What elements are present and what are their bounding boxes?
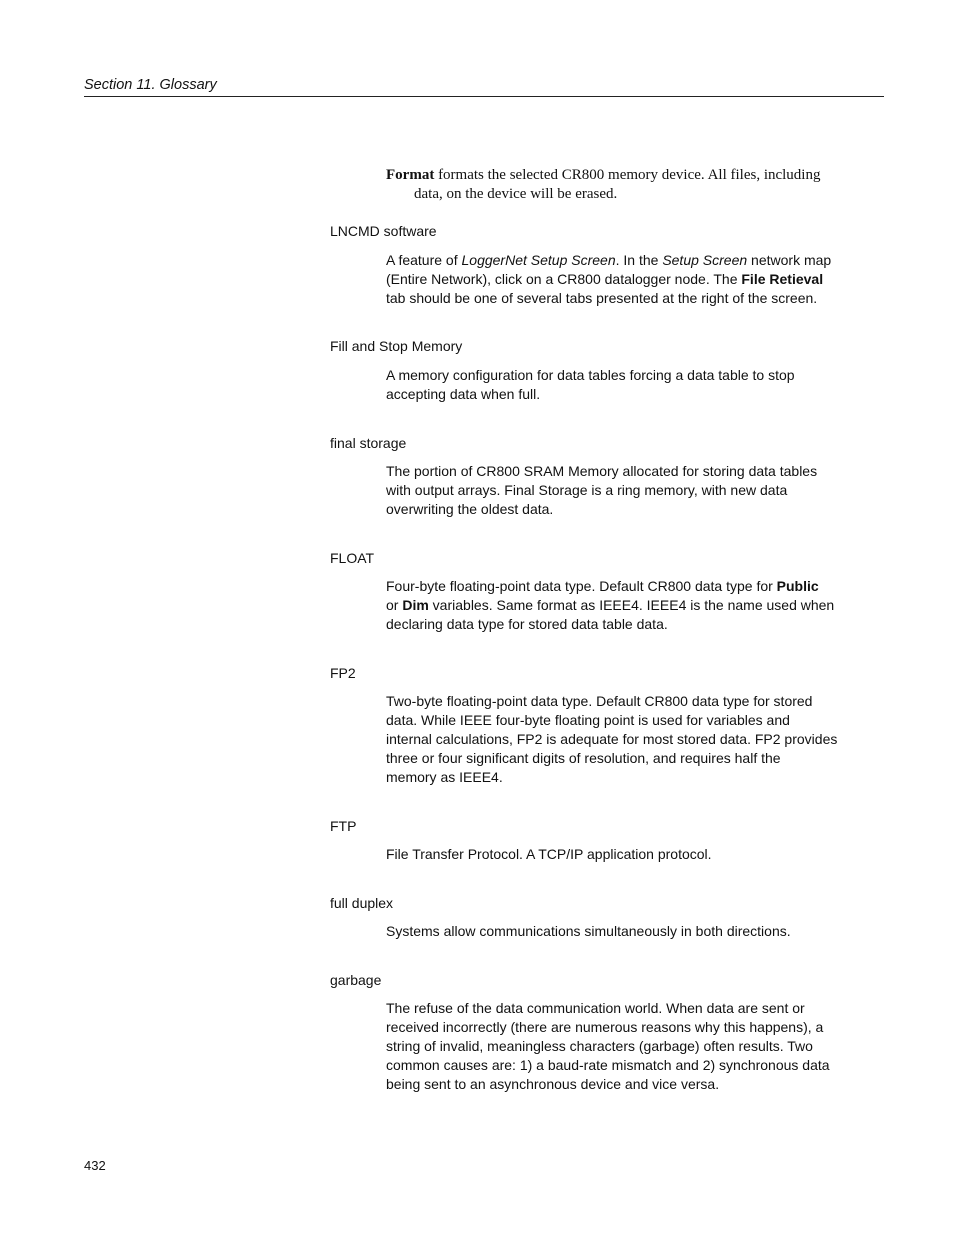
glossary-def-garbage bbox=[386, 999, 856, 1094]
glossary-term-ftp: FTP bbox=[330, 818, 357, 834]
def-line: tab should be one of several tabs presented at the right of the screen. bbox=[386, 290, 818, 306]
def-line: declaring data type for stored data table data. bbox=[386, 616, 668, 632]
glossary-entry-format bbox=[386, 166, 856, 204]
def-text: network map bbox=[747, 252, 832, 268]
def-line: A memory configuration for data tables forcing a data table to stop bbox=[386, 367, 795, 383]
def-line: received incorrectly (there are numerous reasons why this happens), a bbox=[386, 1019, 824, 1035]
def-line: The portion of CR800 SRAM Memory allocated for storing data tables bbox=[386, 463, 818, 479]
glossary-def-float bbox=[386, 577, 856, 634]
format-term: Format bbox=[386, 167, 435, 183]
glossary-term-fp2: FP2 bbox=[330, 665, 356, 681]
def-bold-text: File Retieval bbox=[741, 271, 824, 287]
def-line: overwriting the oldest data. bbox=[386, 501, 554, 517]
format-line-1 bbox=[386, 166, 856, 185]
def-line: File Transfer Protocol. A TCP/IP application protocol. bbox=[386, 846, 712, 862]
def-line: Two-byte floating-point data type. Default CR800 data type for stored bbox=[386, 693, 813, 709]
def-line: internal calculations, FP2 is adequate for most stored data. FP2 provides bbox=[386, 731, 838, 747]
format-line-2: data, on the device will be erased. bbox=[414, 186, 618, 202]
def-line bbox=[386, 596, 856, 615]
def-line: data. While IEEE four-byte floating point is used for variables and bbox=[386, 712, 790, 728]
def-line: The refuse of the data communication world. When data are sent or bbox=[386, 1000, 805, 1016]
glossary-term-fill-stop-memory: Fill and Stop Memory bbox=[330, 338, 463, 354]
format-text-1: formats the selected CR800 memory device. All files, including bbox=[434, 167, 821, 183]
def-line: with output arrays. Final Storage is a ring memory, with new data bbox=[386, 482, 788, 498]
glossary-def-fill-stop-memory bbox=[386, 366, 856, 404]
glossary-def-ftp bbox=[386, 845, 856, 864]
def-text: (Entire Network), click on a CR800 datalogger node. The bbox=[386, 271, 742, 287]
def-line: being sent to an asynchronous device and vice versa. bbox=[386, 1076, 720, 1092]
def-line: string of invalid, meaningless characters (garbage) often results. Two bbox=[386, 1038, 813, 1054]
glossary-def-final-storage bbox=[386, 462, 856, 519]
page-header bbox=[84, 76, 884, 94]
page-number: 432 bbox=[84, 1158, 106, 1173]
header-divider bbox=[84, 96, 884, 97]
def-text: A feature of bbox=[386, 252, 462, 268]
glossary-term-full-duplex: full duplex bbox=[330, 895, 394, 911]
def-line bbox=[386, 251, 856, 270]
section-title: Section 11. Glossary bbox=[84, 77, 217, 93]
glossary-def-fp2 bbox=[386, 692, 856, 787]
glossary-term-final-storage: final storage bbox=[330, 435, 407, 451]
def-bold-text: Public bbox=[776, 578, 819, 594]
def-bold-text: Dim bbox=[402, 597, 429, 613]
def-line: three or four significant digits of resolution, and requires half the bbox=[386, 750, 781, 766]
def-text: Four-byte floating-point data type. Default CR800 data type for bbox=[386, 578, 777, 594]
def-line: Systems allow communications simultaneously in both directions. bbox=[386, 923, 791, 939]
def-italic-text: Setup Screen bbox=[662, 252, 748, 268]
glossary-def-full-duplex bbox=[386, 922, 856, 941]
def-text: . In the bbox=[615, 252, 663, 268]
def-line: common causes are: 1) a baud-rate mismatch and 2) synchronous data bbox=[386, 1057, 830, 1073]
def-line: memory as IEEE4. bbox=[386, 769, 503, 785]
def-text: variables. Same format as IEEE4. IEEE4 is the name used when bbox=[428, 597, 835, 613]
glossary-def-lncmd bbox=[386, 251, 856, 308]
glossary-term-lncmd: LNCMD software bbox=[330, 223, 437, 239]
def-line bbox=[386, 577, 856, 596]
def-text: or bbox=[386, 597, 403, 613]
def-line bbox=[386, 270, 856, 289]
glossary-term-garbage: garbage bbox=[330, 972, 382, 988]
glossary-term-float: FLOAT bbox=[330, 550, 375, 566]
def-italic-text: LoggerNet Setup Screen bbox=[461, 252, 616, 268]
def-line: accepting data when full. bbox=[386, 386, 541, 402]
